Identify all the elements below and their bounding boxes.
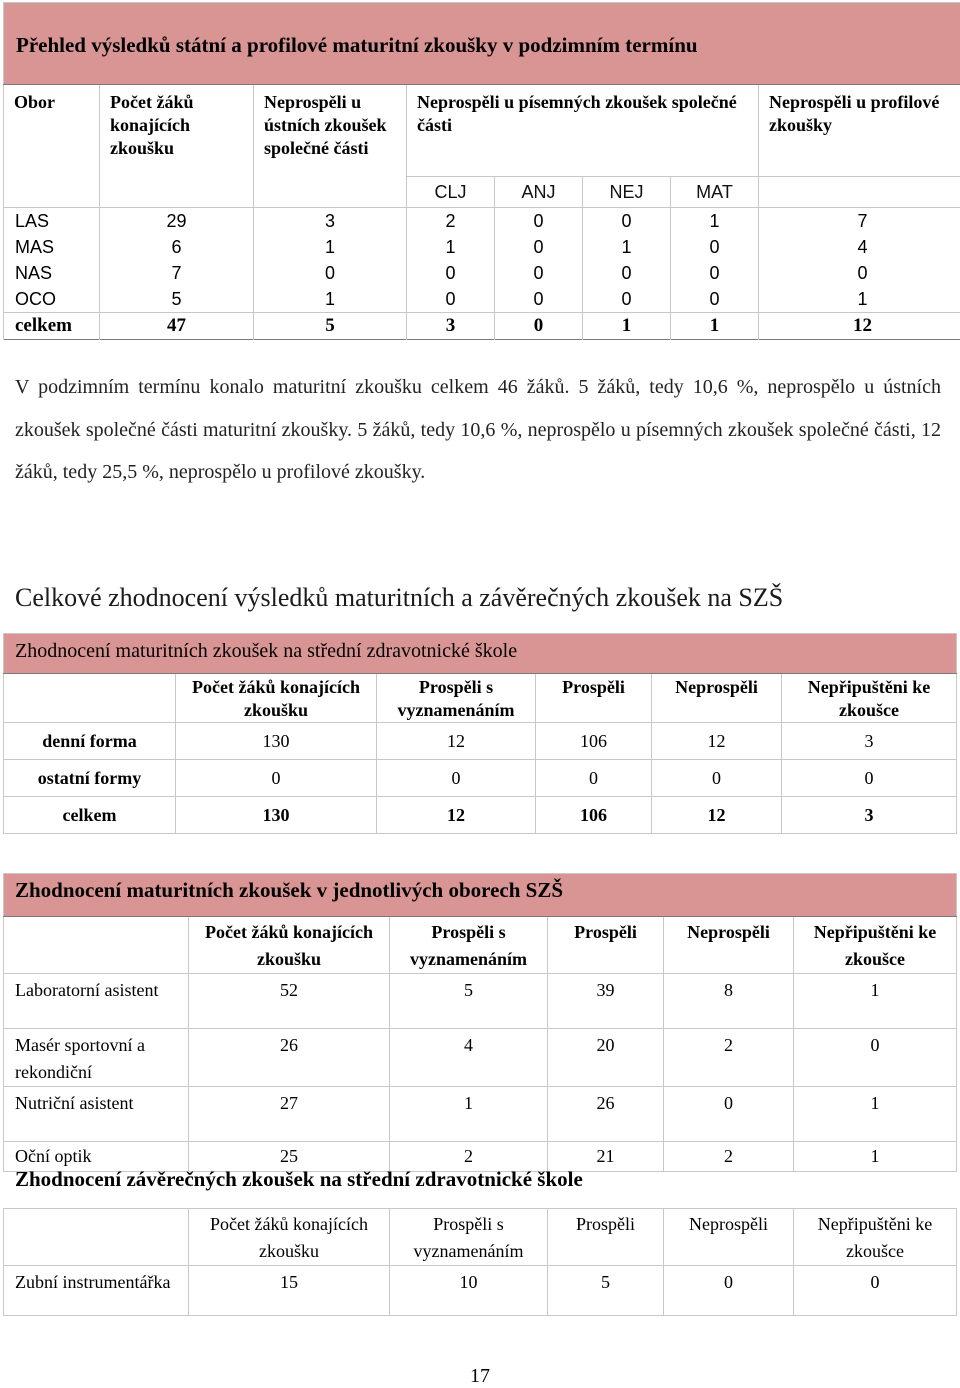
subheader-nej: NEJ bbox=[583, 177, 671, 208]
cell: 0 bbox=[583, 260, 671, 286]
cell: 0 bbox=[536, 760, 652, 797]
table-row bbox=[4, 234, 960, 260]
cell: 12 bbox=[377, 723, 536, 760]
cell: 1 bbox=[583, 313, 671, 340]
row-label: Oční optik bbox=[4, 1142, 189, 1172]
cell: 1 bbox=[671, 208, 759, 235]
table-row bbox=[4, 1029, 957, 1087]
cell: 0 bbox=[794, 1029, 957, 1087]
cell: 5 bbox=[548, 1266, 664, 1316]
cell: 130 bbox=[176, 797, 377, 834]
table-row bbox=[4, 286, 960, 313]
subheader-empty bbox=[759, 177, 960, 208]
subheader-clj: CLJ bbox=[407, 177, 495, 208]
table-row bbox=[4, 208, 960, 235]
cell: 1 bbox=[254, 234, 407, 260]
cell: 8 bbox=[664, 974, 794, 1029]
row-label: Masér sportovní a rekondiční bbox=[4, 1029, 189, 1087]
cell: 21 bbox=[548, 1142, 664, 1172]
subheader-mat: MAT bbox=[671, 177, 759, 208]
column-header: Prospěli s vyznamenáním bbox=[390, 1209, 548, 1266]
table-row bbox=[4, 974, 957, 1029]
cell: 5 bbox=[100, 286, 254, 313]
cell: 1 bbox=[407, 234, 495, 260]
cell: 2 bbox=[407, 208, 495, 235]
cell: 0 bbox=[671, 234, 759, 260]
cell: 1 bbox=[794, 974, 957, 1029]
cell: 0 bbox=[782, 760, 957, 797]
column-header-obor: Obor bbox=[4, 85, 100, 208]
cell: 6 bbox=[100, 234, 254, 260]
column-header: Nepřipuštěni ke zkoušce bbox=[782, 674, 957, 723]
cell: 4 bbox=[759, 234, 960, 260]
cell: 1 bbox=[671, 313, 759, 340]
cell: 4 bbox=[390, 1029, 548, 1087]
cell: 5 bbox=[254, 313, 407, 340]
table-row-total bbox=[4, 313, 960, 340]
autumn-exam-results-table bbox=[3, 2, 960, 340]
row-label: OCO bbox=[4, 286, 100, 313]
cell: 12 bbox=[652, 723, 782, 760]
cell: 1 bbox=[390, 1087, 548, 1142]
row-label: LAS bbox=[4, 208, 100, 235]
row-label: MAS bbox=[4, 234, 100, 260]
column-header: Prospěli s vyznamenáním bbox=[377, 674, 536, 723]
cell: 0 bbox=[495, 286, 583, 313]
column-header: Neprospěli bbox=[652, 674, 782, 723]
page-number: 17 bbox=[0, 1365, 960, 1388]
table-row bbox=[4, 1087, 957, 1142]
table-title: Přehled výsledků státní a profilové maturitní zkoušky v podzimním termínu bbox=[4, 3, 960, 85]
cell: 2 bbox=[664, 1142, 794, 1172]
cell: 2 bbox=[664, 1029, 794, 1087]
column-header-profil: Neprospěli u profilové zkoušky bbox=[759, 85, 960, 177]
cell: 29 bbox=[100, 208, 254, 235]
cell: 0 bbox=[495, 313, 583, 340]
cell: 0 bbox=[495, 234, 583, 260]
row-label: Laboratorní asistent bbox=[4, 974, 189, 1029]
cell: 0 bbox=[671, 260, 759, 286]
cell: 0 bbox=[583, 286, 671, 313]
cell: 26 bbox=[189, 1029, 390, 1087]
column-header-pisemne: Neprospěli u písemných zkoušek společné části bbox=[407, 85, 759, 177]
cell: 27 bbox=[189, 1087, 390, 1142]
row-label: celkem bbox=[4, 313, 100, 340]
cell: 0 bbox=[652, 760, 782, 797]
header-empty bbox=[4, 674, 176, 723]
column-header: Prospěli bbox=[548, 917, 664, 974]
cell: 20 bbox=[548, 1029, 664, 1087]
cell: 3 bbox=[782, 723, 957, 760]
cell: 1 bbox=[254, 286, 407, 313]
subheader-anj: ANJ bbox=[495, 177, 583, 208]
school-exam-summary-table bbox=[3, 633, 957, 834]
cell: 39 bbox=[548, 974, 664, 1029]
final-exam-table-title: Zhodnocení závěrečných zkoušek na střední zdravotnické škole bbox=[15, 1167, 583, 1192]
cell: 52 bbox=[189, 974, 390, 1029]
final-exam-results-table bbox=[3, 1208, 957, 1316]
column-header: Neprospěli bbox=[664, 1209, 794, 1266]
row-label: denní forma bbox=[4, 723, 176, 760]
cell: 130 bbox=[176, 723, 377, 760]
cell: 15 bbox=[189, 1266, 390, 1316]
cell: 0 bbox=[495, 208, 583, 235]
header-empty bbox=[4, 917, 189, 974]
cell: 5 bbox=[390, 974, 548, 1029]
field-exam-results-table bbox=[3, 873, 957, 1172]
column-header: Nepřipuštěni ke zkoušce bbox=[794, 1209, 957, 1266]
row-label: NAS bbox=[4, 260, 100, 286]
cell: 1 bbox=[583, 234, 671, 260]
cell: 0 bbox=[759, 260, 960, 286]
cell: 1 bbox=[759, 286, 960, 313]
cell: 12 bbox=[759, 313, 960, 340]
table-row bbox=[4, 1266, 957, 1316]
column-header: Prospěli bbox=[536, 674, 652, 723]
cell: 0 bbox=[377, 760, 536, 797]
cell: 0 bbox=[176, 760, 377, 797]
column-header: Počet žáků konajících zkoušku bbox=[189, 1209, 390, 1266]
cell: 106 bbox=[536, 723, 652, 760]
cell: 1 bbox=[794, 1087, 957, 1142]
column-header-pocet: Počet žáků konajících zkoušku bbox=[100, 85, 254, 208]
column-header: Počet žáků konajících zkoušku bbox=[189, 917, 390, 974]
cell: 0 bbox=[664, 1087, 794, 1142]
cell: 2 bbox=[390, 1142, 548, 1172]
cell: 3 bbox=[254, 208, 407, 235]
cell: 3 bbox=[407, 313, 495, 340]
cell: 25 bbox=[189, 1142, 390, 1172]
column-header: Prospěli bbox=[548, 1209, 664, 1266]
cell: 0 bbox=[495, 260, 583, 286]
cell: 10 bbox=[390, 1266, 548, 1316]
row-label: celkem bbox=[4, 797, 176, 834]
cell: 1 bbox=[794, 1142, 957, 1172]
column-header: Prospěli s vyznamenáním bbox=[390, 917, 548, 974]
row-label: Zubní instrumentářka bbox=[4, 1266, 189, 1316]
cell: 0 bbox=[407, 260, 495, 286]
column-header: Počet žáků konajících zkoušku bbox=[176, 674, 377, 723]
row-label: Nutriční asistent bbox=[4, 1087, 189, 1142]
cell: 12 bbox=[377, 797, 536, 834]
cell: 106 bbox=[536, 797, 652, 834]
header-empty bbox=[4, 1209, 189, 1266]
cell: 0 bbox=[407, 286, 495, 313]
column-header-ustni: Neprospěli u ústních zkoušek společné části bbox=[254, 85, 407, 208]
cell: 0 bbox=[254, 260, 407, 286]
cell: 7 bbox=[100, 260, 254, 286]
cell: 3 bbox=[782, 797, 957, 834]
cell: 0 bbox=[794, 1266, 957, 1316]
row-label: ostatní formy bbox=[4, 760, 176, 797]
cell: 0 bbox=[664, 1266, 794, 1316]
cell: 0 bbox=[671, 286, 759, 313]
table-row bbox=[4, 723, 957, 760]
column-header: Neprospěli bbox=[664, 917, 794, 974]
table-row bbox=[4, 760, 957, 797]
cell: 12 bbox=[652, 797, 782, 834]
table-title: Zhodnocení maturitních zkoušek v jednotlivých oborech SZŠ bbox=[4, 874, 957, 917]
cell: 26 bbox=[548, 1087, 664, 1142]
cell: 47 bbox=[100, 313, 254, 340]
cell: 0 bbox=[583, 208, 671, 235]
column-header: Nepřipuštěni ke zkoušce bbox=[794, 917, 957, 974]
table-row bbox=[4, 260, 960, 286]
cell: 7 bbox=[759, 208, 960, 235]
section-heading: Celkové zhodnocení výsledků maturitních a závěrečných zkoušek na SZŠ bbox=[15, 583, 783, 613]
table-row-total bbox=[4, 797, 957, 834]
table-title: Zhodnocení maturitních zkoušek na střední zdravotnické škole bbox=[4, 634, 957, 674]
summary-paragraph: V podzimním termínu konalo maturitní zkoušku celkem 46 žáků. 5 žáků, tedy 10,6 %, neprospělo u ústních zkoušek společné části maturitní zkoušky. 5 žáků, tedy 10,6 %, neprospělo u písemných zkoušek společné části, 12 žáků, tedy 25,5 %, neprospělo u profilové zkoušky. bbox=[15, 366, 941, 494]
